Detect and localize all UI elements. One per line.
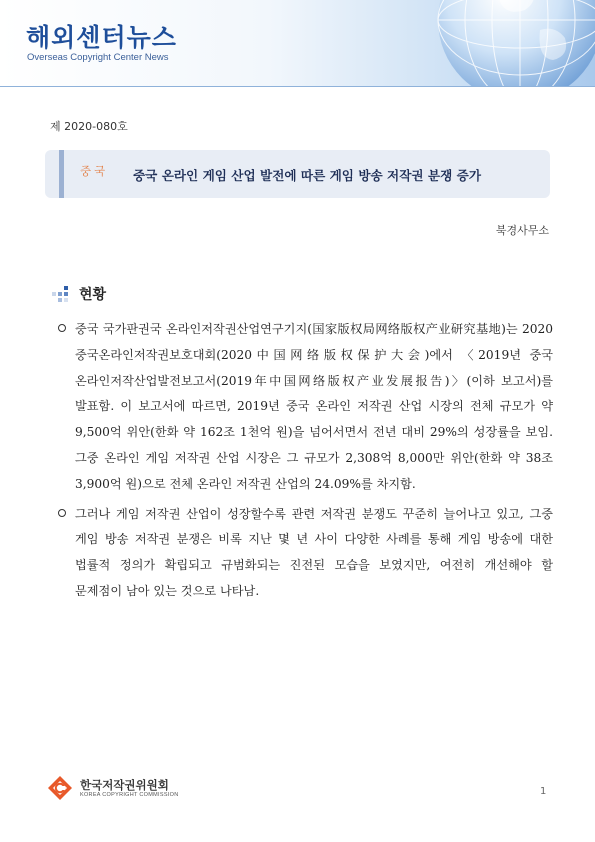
paragraph-text: 중국 국가판권국 온라인저작권산업연구기지(国家版权局网络版权产业研究基地)는 2020 중국온라인저작권보호대회(2020中国网络版权保护大会)에서 〈2019년 중국 온라인저작산업발전보고서(2019年中国网络版权产业发展报告)〉(이하 보고서)를 발표함. 이 보고서에 따르면, 2019년 중국 온라인 저작권 산업 시장의 전체 규모가 약 9,500억 위안(한화 약 162조 1천억 원)을 넘어서면서 전년 대비 29%의 성장률을 보임. 그중 온라인 게임 저작권 산업 시장은 그 규모가 2,308억 8,000만 위안(한화 약 38조 3,900억 원)으로 전체 온라인 저작권 산업의 24.09%를 차지함.: [75, 322, 553, 491]
banner-subtitle: Overseas Copyright Center News: [27, 52, 169, 63]
square-grid-icon: [52, 286, 72, 302]
bullet-circle-icon: [58, 509, 66, 517]
section-heading: [52, 284, 106, 304]
commission-logo: [46, 774, 178, 802]
paragraph-text: 그러나 게임 저작권 산업이 성장할수록 관련 저작권 분쟁도 꾸준히 늘어나고 있고, 그중 게임 방송 저작권 분쟁은 비록 지난 몇 년 사이 다양한 사례를 통해 게임 방송에 대한 법률적 정의가 확립되고 규범화되는 진전된 모습을 보였지만, 여전히 개선해야 할 문제점이 남아 있는 것으로 나타남.: [75, 506, 553, 598]
title-box: [45, 150, 550, 198]
list-item: [58, 317, 553, 498]
header-banner: [0, 0, 595, 86]
page-number: 1: [540, 786, 547, 797]
office-name: 북경사무소: [495, 224, 549, 237]
bullet-circle-icon: [58, 324, 66, 332]
globe-icon: [400, 0, 595, 86]
banner-title: 해외센터뉴스: [26, 23, 177, 52]
logo-text-korean: 한국저작권위원회: [80, 777, 169, 792]
list-item: [58, 502, 553, 605]
copyright-commission-logo-icon: [46, 774, 74, 802]
country-label: 중국: [80, 164, 109, 178]
title-accent-bar: [59, 150, 64, 198]
section-label: 현황: [79, 287, 107, 303]
banner-divider: [0, 86, 595, 87]
logo-text-english: KOREA COPYRIGHT COMMISSION: [80, 791, 179, 798]
issue-number: 제 2020-080호: [50, 120, 128, 133]
body-bullets: [58, 317, 553, 609]
article-headline: 중국 온라인 게임 산업 발전에 따른 게임 방송 저작권 분쟁 증가: [133, 168, 481, 183]
